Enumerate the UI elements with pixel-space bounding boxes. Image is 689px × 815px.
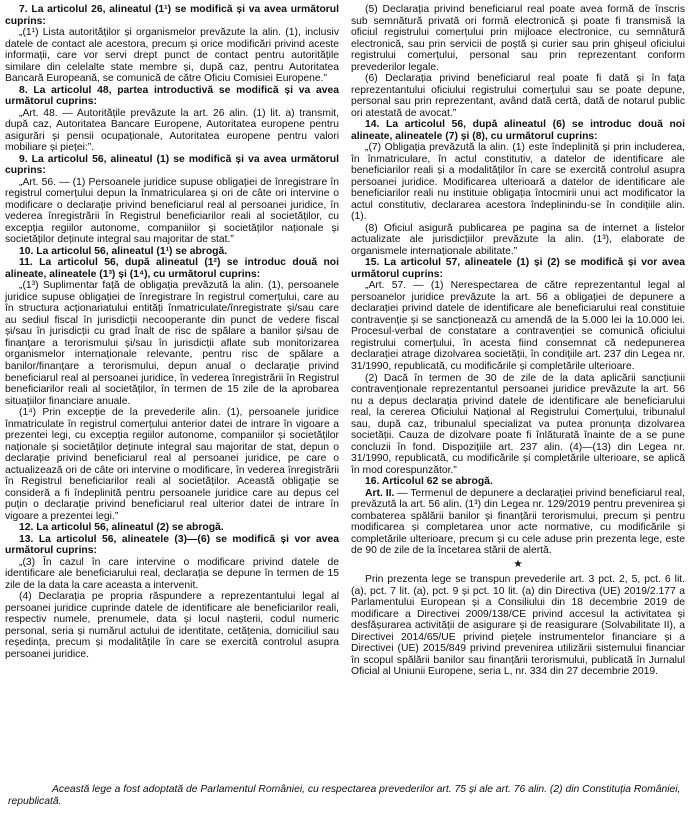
article-text: — Termenul de depunere a declarației privind beneficiarul real, prevăzută la art. 56 alin. (1³) din Legea nr. 129/2019 pentru prevenirea și combaterea spălării banilor și finanțării terorismului, precum și pentru modificarea și completarea unor acte normative, cu modificările și completările ulterioare, precum și cu cele aduse prin prezenta lege, este de 90 de zile de la încetarea stării de alertă. [351, 487, 685, 557]
amendment-text: (1⁴) Prin excepție de la prevederile alin. (1), persoanele juridice înmatriculate în registrul comerțului anterior datei de intrare în vigoare a prezentei legi, cu excepția regiilor autonome, companiilor și societăților naționale și societăților deținute integral sau majoritar de stat, depun o declarație privind beneficiarul real al persoanei juridice, pe care o actualizează ori de câte ori intervine o modificare, în vederea înregistrării în Registrul beneficiarilor reali al societăților. Această obligație se consideră a fi îndeplinită pentru persoanele juridice care au depus cel puțin o declarație privind beneficiarul real ulterior datei de intrare în vigoare a prezentei legi.” [5, 407, 339, 522]
article-heading: Art. II. [365, 487, 395, 499]
amendment-heading: 8. La articolul 48, partea introductivă se modifică și va avea următorul cuprins: [5, 84, 339, 108]
amendment-heading: 15. La articolul 57, alineatele (1) și (2) se modifică și vor avea următorul cuprins: [351, 257, 685, 280]
closing-note: Această lege a fost adoptată de Parlamentul României, cu respectarea prevederilor art. 75 și ale art. 76 alin. (2) din Constituția României, republicată. [8, 784, 681, 807]
section-separator-star: ★ [513, 558, 523, 570]
amendment-heading: 14. La articolul 56, după alineatul (6) se introduc două noi alineate, alineatele (7) și (8), cu următorul cuprins: [351, 119, 685, 142]
two-column-body [5, 4, 685, 776]
amendment-text: „(1³) Suplimentar față de obligația prevăzută la alin. (1), persoanele juridice supuse obligației de înregistrare în registrul comerțului, care au în structura acționariatului entități înmatriculate/înregistrate și/sau care au sediul fiscal în jurisdicții necooperante din punct de vedere fiscal și/sau în jurisdicții cu grad înalt de risc de spălare a banilor și/sau de finanțare a terorismului și/sau în jurisdicții aflate sub monitorizarea organismelor internaționale relevante, pentru risc de spălare a banilor/finanțare a terorismului, depun anual o declarație privind beneficiarul real al persoanei juridice, în vederea înregistrării în Registrul beneficiarilor reali al societăților, în termen de 15 zile de la aprobarea situațiilor financiare anuale. [5, 280, 339, 407]
right-column [351, 4, 685, 776]
amendment-heading: 11. La articolul 56, după alineatul (1²) se introduc două noi alineate, alineatele (1³) și (1⁴), cu următorul cuprins: [5, 257, 339, 280]
amendment-text: (8) Oficiul asigură publicarea pe pagina sa de internet a listelor actualizate ale jurisdicțiilor prevăzute la alin. (1³), elaborate de organismele internaționale abilitate.” [351, 222, 685, 257]
article-paragraph [351, 488, 685, 557]
amendment-text: „(1¹) Lista autorităților și organismelor prevăzute la alin. (1), inclusiv datele de contact ale acestora, precum și orice modificări privind aceste informații, care vor servi drept punct de contact pentru autoritățile similare din celelalte state membre și, după caz, pentru Autoritatea Bancară Europeană, se comunică de către Oficiu Comisiei Europene.” [5, 27, 339, 85]
left-column [5, 4, 339, 776]
amendment-text: (2) Dacă în termen de 30 de zile de la data aplicării sancțiunii contravenționale reprezentantul persoanei juridice prevăzute la art. 56 nu a depus declarația privind datele de identificare ale beneficiarului real, la cererea Oficiului Național al Registrului Comerțului, tribunalul sau, după caz, tribunalul specializat va putea pronunța dizolvarea societății. Cauza de dizolvare poate fi înlăturată înainte de a se pune concluzii în fond. Dispozițiile art. 237 alin. (4)—(13) din Legea nr. 31/1990, republicată, cu modificările și completările ulterioare, se aplică în mod corespunzător.” [351, 372, 685, 476]
amendment-heading: 16. Articolul 62 se abrogă. [365, 476, 493, 488]
amendment-heading: 13. La articolul 56, alineatele (3)—(6) se modifică și vor avea următorul cuprins: [5, 533, 339, 557]
amendment-text: „Art. 57. — (1) Nerespectarea de către reprezentantul legal al persoanelor juridice prevăzute la art. 56 a obligației de depunere a declarației privind datele de identificare ale beneficiarului real constituie contravenție și se sancționează cu amendă de la 5.000 lei la 10.000 lei. Procesul-verbal de constatare a contravenției se comunică oficiului registrului comerțului, în acesta fiind consemnat că nedepunerea declarației atrage dizolvarea societății, în condițiile art. 237 din Legea nr. 31/1990, republicată, cu modificările și completările ulterioare. [351, 280, 685, 372]
amendment-text: „(7) Obligația prevăzută la alin. (1) este îndeplinită și prin includerea, în înmatriculare, în actul constitutiv, a datelor de identificare ale beneficiarilor reali și a modalităților în care se exercită controlul asupra persoanei juridice. Modificarea ulterioară a datelor de identificare ale beneficiarilor reali nu instituie obligația întocmirii unui act modificator la actul constitutiv, declararea acestora îndeplinindu-se în condițiile alin. (1). [351, 142, 685, 223]
amendment-text: (5) Declarația privind beneficiarul real poate avea formă de înscris sub semnătură privată ori formă electronică și poate fi transmisă la oficiul registrului comerțului prin mijloace electronice, cu semnătură electronică, sau prin servicii de poștă și curier sau prin ghișeul oficiului registrului comerțului, personal sau prin reprezentant conform prevederilor legale. [351, 4, 685, 73]
amendment-text: „Art. 56. — (1) Persoanele juridice supuse obligației de înregistrare în registrul comerțului depun la înmatricularea și ori de câte ori intervine o modificare o declarație privind beneficiarul real al persoanei juridice, în vederea înregistrării în Registrul beneficiarilor reali al societăților, cu excepția regiilor autonome, companiilor și societăților naționale și societăților deținute integral sau majoritar de stat.” [5, 176, 339, 246]
amendment-heading: 12. La articolul 56, alineatul (2) se abrogă. [19, 522, 224, 534]
amendment-text: „(3) În cazul în care intervine o modificare privind datele de identificare ale beneficiarului real, declarația se depune în termen de 15 zile de la data la care aceasta a intervenit. [5, 556, 339, 591]
amendment-text: (4) Declarația pe propria răspundere a reprezentantului legal al persoanei juridice cuprinde datele de identificare ale beneficiarilor reali, respectiv numele, prenumele, data și locul nașterii, codul numeric personal, seria și numărul actului de identitate, cetățenia, domiciliul sau reședința, precum și modalitățile în care se exercită controlul asupra persoanei juridice. [5, 591, 339, 660]
amendment-heading: 7. La articolul 26, alineatul (1¹) se modifică și va avea următorul cuprins: [5, 4, 339, 27]
amendment-text: „Art. 48. — Autoritățile prevăzute la art. 26 alin. (1) lit. a) transmit, după caz, Autoritatea Bancare Europene, Autoritatea europene pentru asigurări și pensii ocupaționale, Autoritatea europene pentru valori mobiliare și pieței:”. [5, 107, 339, 154]
amendment-text: Prin prezenta lege se transpun prevederile art. 3 pct. 2, 5, pct. 6 lit. (a), pct. 7 lit. (a), pct. 9 și pct. 10 lit. (a) din Directiva (UE) 2019/2.177 a Parlamentului European și a Consiliului din 18 decembrie 2019 de modificare a Directivei 2009/138/CE privind accesul la activitatea și desfășurarea activității de asigurare și de reasigurare (Solvabilitate II), a Directivei 2014/65/UE privind piețele instrumentelor financiare și a Directivei (UE) 2015/849 privind prevenirea utilizării sistemului financiar în scopul spălării banilor sau finanțării terorismului, publicată în Jurnalul Oficial al Uniunii Europene, seria L, nr. 334 din 27 decembrie 2019. [351, 574, 685, 678]
amendment-heading: 9. La articolul 56, alineatul (1) se modifică și va avea următorul cuprins: [5, 153, 339, 177]
amendment-text: (6) Declarația privind beneficiarul real poate fi dată și în fața reprezentantului oficiului registrului comerțului sau se poate depune, personal sau prin reprezentant, având dată certă, dată de notarul public ori atestată de avocat.” [351, 73, 685, 119]
amendment-heading: 10. La articolul 56, alineatul (1¹) se abrogă. [19, 245, 228, 257]
